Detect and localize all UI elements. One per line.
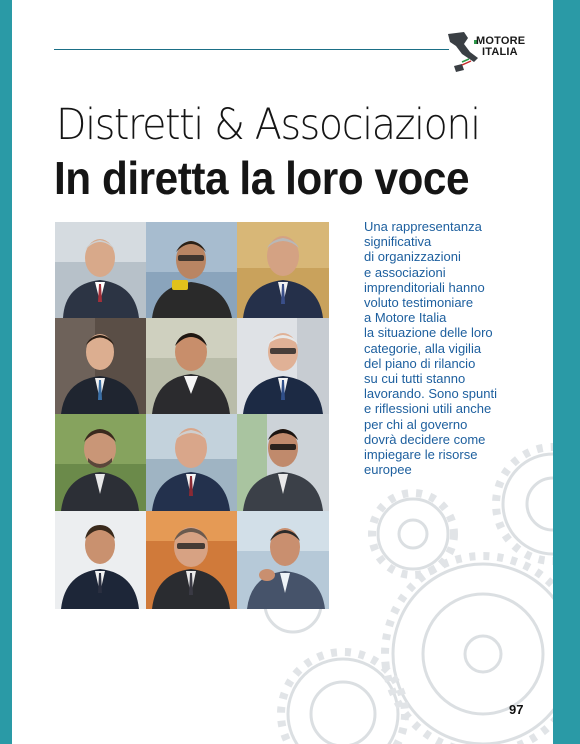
logo-text bbox=[476, 36, 525, 58]
intro-paragraph: Una rappresentanza significativa di organizzazioni e associazioni imprenditoriali hanno voluto testimoniare a Motore Italia la situazione delle loro categorie, alla vigilia del piano di rilancio su cui tutti stanno lavorando. Sono spunti e riflessioni utili anche per chi al governo dovrà decidere come impiegare le risorse europee bbox=[364, 219, 497, 478]
portrait-photo bbox=[146, 318, 237, 414]
portrait-photo bbox=[55, 511, 146, 609]
logo-line-1: MOTORE bbox=[476, 35, 526, 47]
portrait-photo bbox=[55, 318, 146, 414]
portrait-photo bbox=[55, 414, 146, 511]
portrait-photo bbox=[237, 414, 329, 511]
title-line-1: Distretti & Associazioni bbox=[56, 100, 480, 150]
magazine-page bbox=[12, 0, 553, 744]
portrait-photo bbox=[146, 414, 237, 511]
logo-line-2: ITALIA bbox=[482, 46, 518, 58]
portrait-photo bbox=[237, 511, 329, 609]
portrait-photo bbox=[55, 222, 146, 318]
portrait-photo bbox=[237, 222, 329, 318]
portrait-grid bbox=[55, 222, 329, 609]
page-number: 97 bbox=[509, 702, 524, 717]
portrait-photo bbox=[146, 511, 237, 609]
portrait-photo bbox=[237, 318, 329, 414]
portrait-photo bbox=[146, 222, 237, 318]
header-rule bbox=[54, 49, 449, 50]
title-line-2: In diretta la loro voce bbox=[54, 152, 470, 204]
